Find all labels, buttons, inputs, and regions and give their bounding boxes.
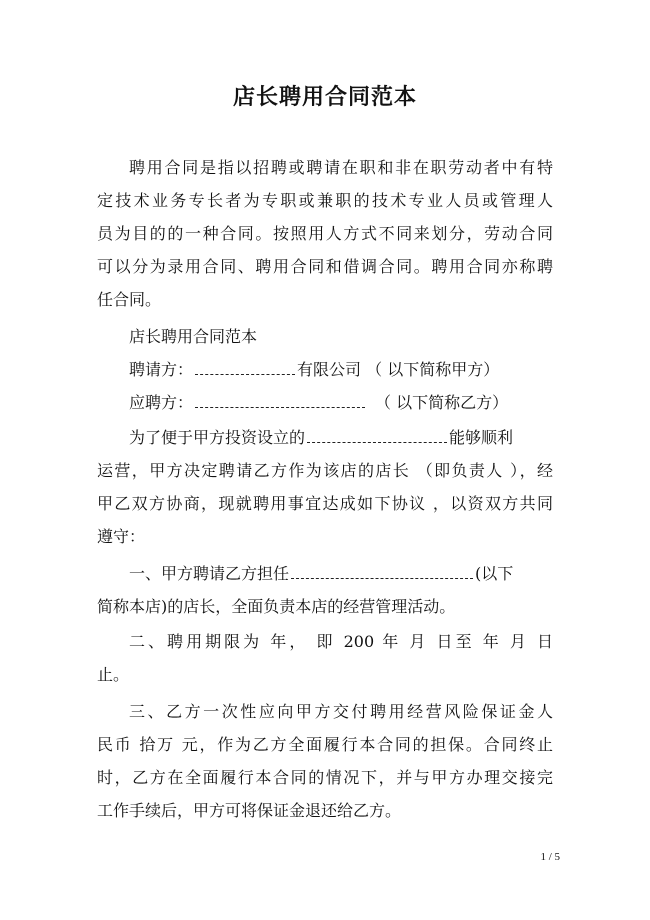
clause-2-line: 二、聘用期限为 年， 即 200 年 月 日至 年 月 日	[129, 632, 553, 651]
preamble-line: 遵守：	[97, 527, 146, 546]
clause-1	[97, 557, 553, 623]
intro-paragraph	[97, 151, 553, 316]
party-a-blank	[195, 356, 295, 375]
clause-3-line: 三、乙方一次性应向甲方交付聘用经营风险保证金人	[129, 702, 553, 721]
clause-1-line: 简称本店)的店长，全面负责本店的经营管理活动。	[97, 597, 456, 616]
preamble-first-pre: 为了便于甲方投资设立的	[129, 428, 306, 447]
preamble-first-post: 能够顺利	[449, 428, 514, 447]
clause-1-post: (以下	[475, 564, 514, 583]
preamble-paragraph	[97, 421, 553, 553]
contract-header	[97, 320, 553, 419]
party-b-blank	[195, 389, 365, 408]
clause-3-line: 时，乙方在全面履行本合同的情况下，并与甲方办理交接完	[97, 768, 553, 787]
intro-line: 定技术业务专长者为专职或兼职的技术专业人员或管理人	[97, 191, 553, 210]
clause-1-line	[97, 557, 553, 590]
party-a-label: 聘请方：	[129, 360, 194, 379]
intro-line: 可以分为录用合同、聘用合同和借调合同。聘用合同亦称聘	[97, 257, 553, 276]
clause-3-line: 工作手续后，甲方可将保证金退还给乙方。	[97, 801, 402, 820]
store-name-blank	[307, 424, 447, 443]
party-b-label: 应聘方：	[129, 393, 194, 412]
contract-subtitle: 店长聘用合同范本	[129, 327, 258, 346]
page-number: 1 / 5	[540, 851, 560, 863]
document-title: 店长聘用合同范本	[232, 85, 417, 110]
intro-line: 聘用合同是指以招聘或聘请在职和非在职劳动者中有特	[129, 158, 553, 177]
preamble-line: 运营，甲方决定聘请乙方作为该店的店长 （即负责人 ），经	[97, 461, 553, 480]
clause-2-line: 止。	[97, 665, 130, 684]
preamble-line: 甲乙双方协商，现就聘用事宜达成如下协议 ，以资双方共同	[97, 494, 553, 513]
clause-2	[97, 625, 553, 691]
party-b-suffix: （ 以下简称乙方）	[375, 393, 509, 412]
preamble-line	[97, 421, 553, 454]
party-a-suffix: 有限公司 （ 以下简称甲方）	[297, 360, 500, 379]
intro-line: 任合同。	[97, 290, 162, 309]
intro-line: 员为目的的一种合同。按照用人方式不同来划分，劳动合同	[97, 224, 553, 243]
position-blank	[291, 560, 473, 579]
party-a-line	[97, 353, 553, 386]
party-b-line	[97, 386, 553, 419]
clause-3-line: 民币 拾万 元，作为乙方全面履行本合同的担保。合同终止	[97, 735, 553, 754]
clause-3	[97, 695, 553, 827]
clause-1-pre: 一、甲方聘请乙方担任	[129, 564, 290, 583]
